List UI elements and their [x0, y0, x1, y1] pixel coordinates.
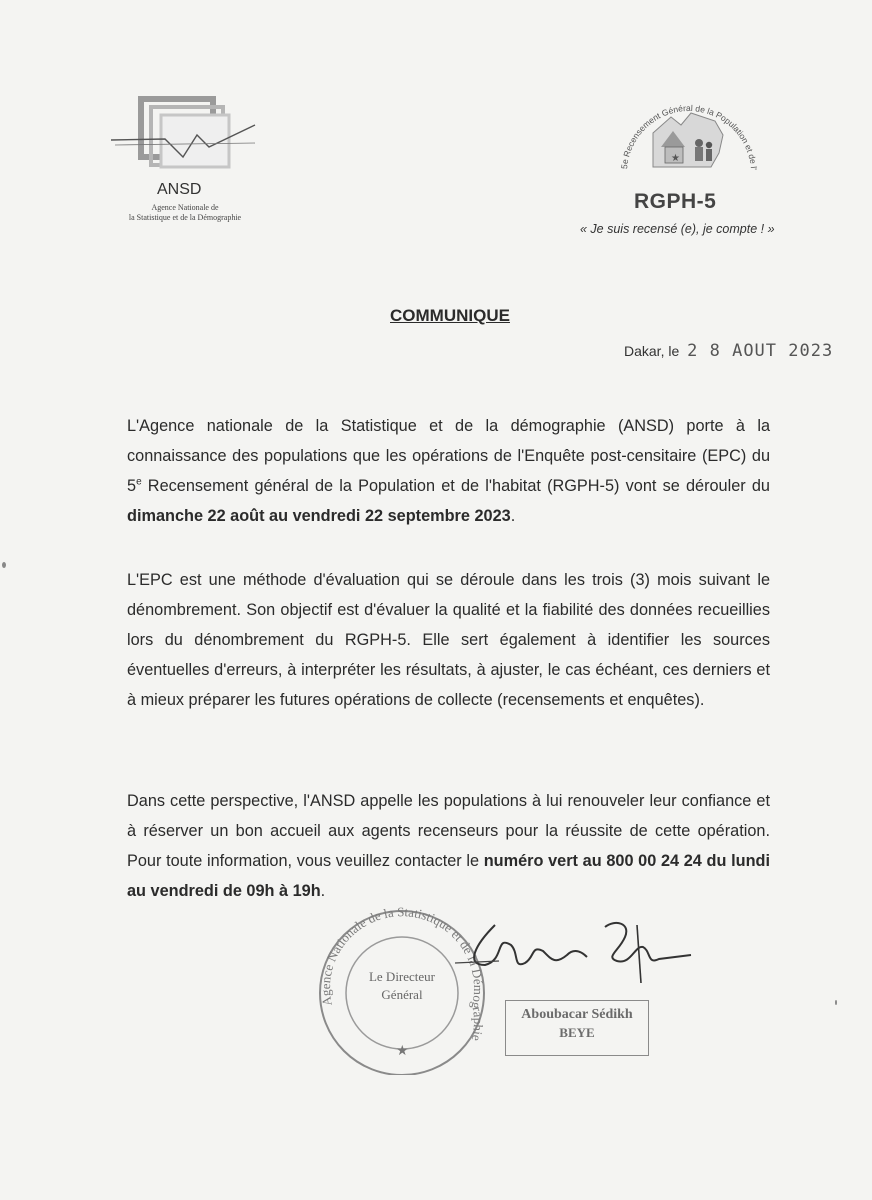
paragraph-contact — [127, 786, 770, 906]
rgph-emblem-icon — [615, 95, 765, 195]
scan-speck — [835, 1000, 837, 1005]
paragraph3-text: Dans cette perspective, l'ANSD appelle les populations à lui renouveler leur confiance et à réserver un bon accueil aux agents recenseurs pour la réussite de cette opération. Pour toute information, vous veuillez contacter le — [127, 792, 770, 870]
seal-ring-text: Agence Nationale de la Statistique et de la Démographie — [317, 905, 487, 1043]
rgph-title: RGPH-5 — [634, 190, 717, 213]
ansd-logo — [105, 95, 265, 235]
date-line — [624, 341, 833, 361]
paragraph-announcement — [127, 411, 770, 531]
director-name: Aboubacar Sédikh — [521, 1007, 633, 1022]
date-prefix: Dakar, le — [624, 343, 680, 359]
svg-text:★: ★ — [671, 153, 680, 164]
contact-number: numéro vert au 800 00 24 24 du lundi au vendredi de 09h à 19h — [127, 852, 770, 900]
paragraph1-end: . — [510, 507, 516, 525]
paragraph-epc-description: L'EPC est une méthode d'évaluation qui se déroule dans les trois (3) mois suivant le dénombrement. Son objectif est d'évaluer la qualité et la fiabilité des données recueillies lors du dénombrement du RGPH-5. Elle sert également à identifier les sources éventuelles d'erreurs, à interpréter les résultats, à ajuster, le cas échéant, ces derniers et à mieux préparer les futures opérations de collecte (recensements et enquêtes). — [127, 571, 770, 709]
ordinal-superscript: e — [136, 476, 142, 488]
seal-star-icon: ★ — [396, 1043, 409, 1059]
scan-speck — [2, 562, 6, 568]
ansd-full-name-line2: la Statistique et de la Démographie — [128, 213, 242, 222]
ansd-full-name-line1: Agence Nationale de — [151, 203, 219, 212]
paragraph3-end: . — [320, 882, 326, 900]
rgph-slogan: « Je suis recensé (e), je compte ! » — [580, 222, 775, 236]
seal-center-line2: Général — [381, 987, 423, 1002]
paragraph1-text-b: Recensement général de la Population et de l'habitat (RGPH-5) vont se dérouler du — [141, 477, 770, 495]
ansd-acronym: ANSD — [157, 181, 202, 198]
ansd-graph-icon — [105, 95, 265, 185]
page-title-text: COMMUNIQUE — [390, 306, 510, 325]
survey-dates: dimanche 22 août au vendredi 22 septembre 2023 — [127, 507, 511, 525]
ansd-full-name — [105, 203, 265, 223]
rgph-ring-text: 5e Recensement Général de la Population et de l' — [619, 102, 759, 171]
page-title — [0, 306, 872, 326]
date-stamp: 2 8 AOUT 2023 — [687, 341, 834, 361]
director-name-stamp — [505, 1000, 649, 1056]
handwritten-signature — [455, 905, 695, 995]
paragraph1-text-a: L'Agence nationale de la Statistique et de la démographie (ANSD) porte à la connaissance des populations que les opérations de l'Enquête post-censitaire (EPC) du — [127, 417, 770, 465]
seal-center-line1: Le Directeur — [368, 969, 436, 984]
director-surname: BEYE — [559, 1025, 595, 1040]
ordinal-number: 5 — [127, 477, 137, 495]
